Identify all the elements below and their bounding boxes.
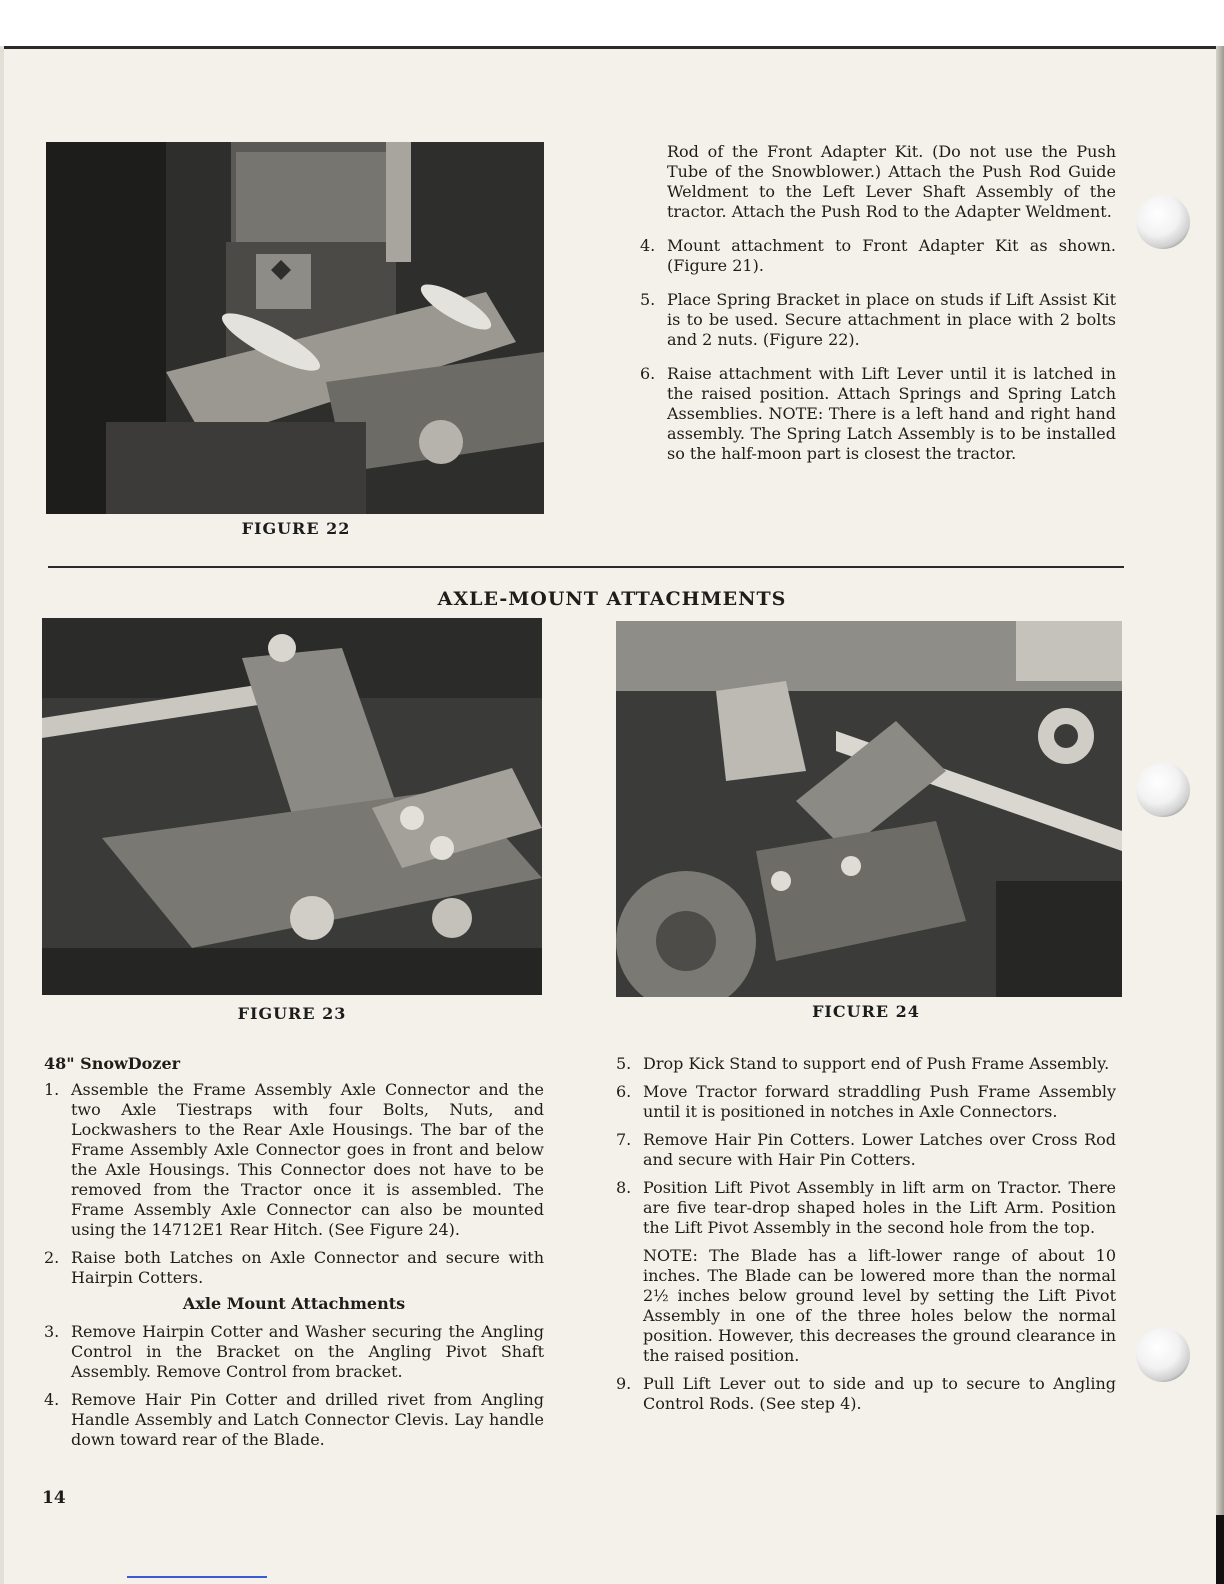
list-item <box>44 1248 544 1288</box>
list-item <box>616 1082 1116 1122</box>
punch-hole-middle <box>1136 763 1190 817</box>
axle-mount-subheading: Axle Mount Attachments <box>182 1294 406 1313</box>
blade-note: NOTE: The Blade has a lift-lower range of about 10 inches. The Blade can be lowered more than the normal 2½ inches below ground level by setting the Lift Pivot Assembly in one of the three holes below the normal position. However, this decreases the ground clearance in the raised position. <box>643 1246 1116 1365</box>
item-number: 9. <box>616 1374 632 1393</box>
figure-23-caption: FIGURE 23 <box>237 1004 347 1023</box>
list-item <box>640 290 1116 350</box>
bottom-right-text <box>616 1054 1116 1426</box>
snowdozer-heading: 48" SnowDozer <box>44 1054 181 1073</box>
section-divider <box>48 566 1124 568</box>
list-item <box>616 1054 1116 1074</box>
item-number: 4. <box>640 236 656 255</box>
list-item <box>616 1374 1116 1414</box>
item-text: Raise both Latches on Axle Connector and secure with Hairpin Cotters. <box>71 1248 544 1287</box>
item-text: Position Lift Pivot Assembly in lift arm on Tractor. There are five tear-drop shaped holes in the Lift Arm. Position the Lift Pivot Assembly in the second hole from the top. <box>643 1178 1116 1237</box>
item-number: 6. <box>616 1082 632 1101</box>
item-text: Drop Kick Stand to support end of Push Frame Assembly. <box>643 1054 1110 1073</box>
page-left-edge <box>0 46 4 1584</box>
list-item <box>44 1322 544 1382</box>
blue-underline-mark <box>127 1576 267 1578</box>
bottom-left-text <box>44 1054 544 1462</box>
page-top-edge <box>0 46 1224 49</box>
item-number: 3. <box>44 1322 60 1341</box>
figure-22-caption: FIGURE 22 <box>241 519 351 538</box>
item-text: Remove Hair Pin Cotters. Lower Latches over Cross Rod and secure with Hair Pin Cotters. <box>643 1130 1116 1169</box>
figure-24-photo <box>616 621 1122 997</box>
item-number: 6. <box>640 364 656 383</box>
top-right-text <box>640 142 1116 476</box>
item-text: Place Spring Bracket in place on studs if Lift Assist Kit is to be used. Secure attachment in place with 2 bolts and 2 nuts. (Figure 22). <box>667 290 1116 349</box>
item-text: Assemble the Frame Assembly Axle Connector and the two Axle Tiestraps with four Bolts, Nuts, and Lockwashers to the Rear Axle Housings. The bar of the Frame Assembly Axle Connector goes in front and below the Axle Housings. This Connector does not have to be removed from the Tractor once it is assembled. The Frame Assembly Axle Connector can also be mounted using the 14712E1 Rear Hitch. (See Figure 24). <box>71 1080 544 1239</box>
list-item <box>44 1080 544 1240</box>
scan-top-margin <box>0 0 1224 46</box>
page-right-edge <box>1216 46 1224 1584</box>
item-number: 5. <box>616 1054 632 1073</box>
figure-24-caption: FICURE 24 <box>812 1002 920 1021</box>
item-number: 1. <box>44 1080 60 1099</box>
section-title: AXLE-MOUNT ATTACHMENTS <box>437 588 787 610</box>
figure-22-photo <box>46 142 544 514</box>
item-number: 8. <box>616 1178 632 1197</box>
item-text: Raise attachment with Lift Lever until it is latched in the raised position. Attach Springs and Spring Latch Assemblies. NOTE: There is a left hand and right hand assembly. The Spring Latch Assembly is to be installed so the half-moon part is closest the tractor. <box>667 364 1116 463</box>
list-item <box>616 1130 1116 1170</box>
item-text: Remove Hair Pin Cotter and drilled rivet from Angling Handle Assembly and Latch Connector Clevis. Lay handle down toward rear of the Blade. <box>71 1390 544 1449</box>
item-number: 2. <box>44 1248 60 1267</box>
list-item <box>640 364 1116 464</box>
item-number: 5. <box>640 290 656 309</box>
item-text: Pull Lift Lever out to side and up to secure to Angling Control Rods. (See step 4). <box>643 1374 1116 1413</box>
list-item <box>616 1178 1116 1238</box>
list-item <box>640 236 1116 276</box>
punch-hole-bottom <box>1136 1328 1190 1382</box>
continuation-paragraph <box>640 142 1116 222</box>
figure-23-photo <box>42 618 542 995</box>
item-number: 4. <box>44 1390 60 1409</box>
item-text: Move Tractor forward straddling Push Frame Assembly until it is positioned in notches in Axle Connectors. <box>643 1082 1116 1121</box>
item-number: 7. <box>616 1130 632 1149</box>
page-number: 14 <box>42 1488 66 1508</box>
continuation-text: Rod of the Front Adapter Kit. (Do not use the Push Tube of the Snowblower.) Attach the Push Rod Guide Weldment to the Left Lever Shaft Assembly of the tractor. Attach the Push Rod to the Adapter Weldment. <box>667 142 1116 221</box>
binding-stripe <box>1216 1515 1224 1584</box>
punch-hole-top <box>1136 195 1190 249</box>
list-item <box>44 1390 544 1450</box>
item-text: Remove Hairpin Cotter and Washer securing the Angling Control in the Bracket on the Angling Pivot Shaft Assembly. Remove Control from bracket. <box>71 1322 544 1381</box>
item-text: Mount attachment to Front Adapter Kit as shown. (Figure 21). <box>667 236 1116 275</box>
